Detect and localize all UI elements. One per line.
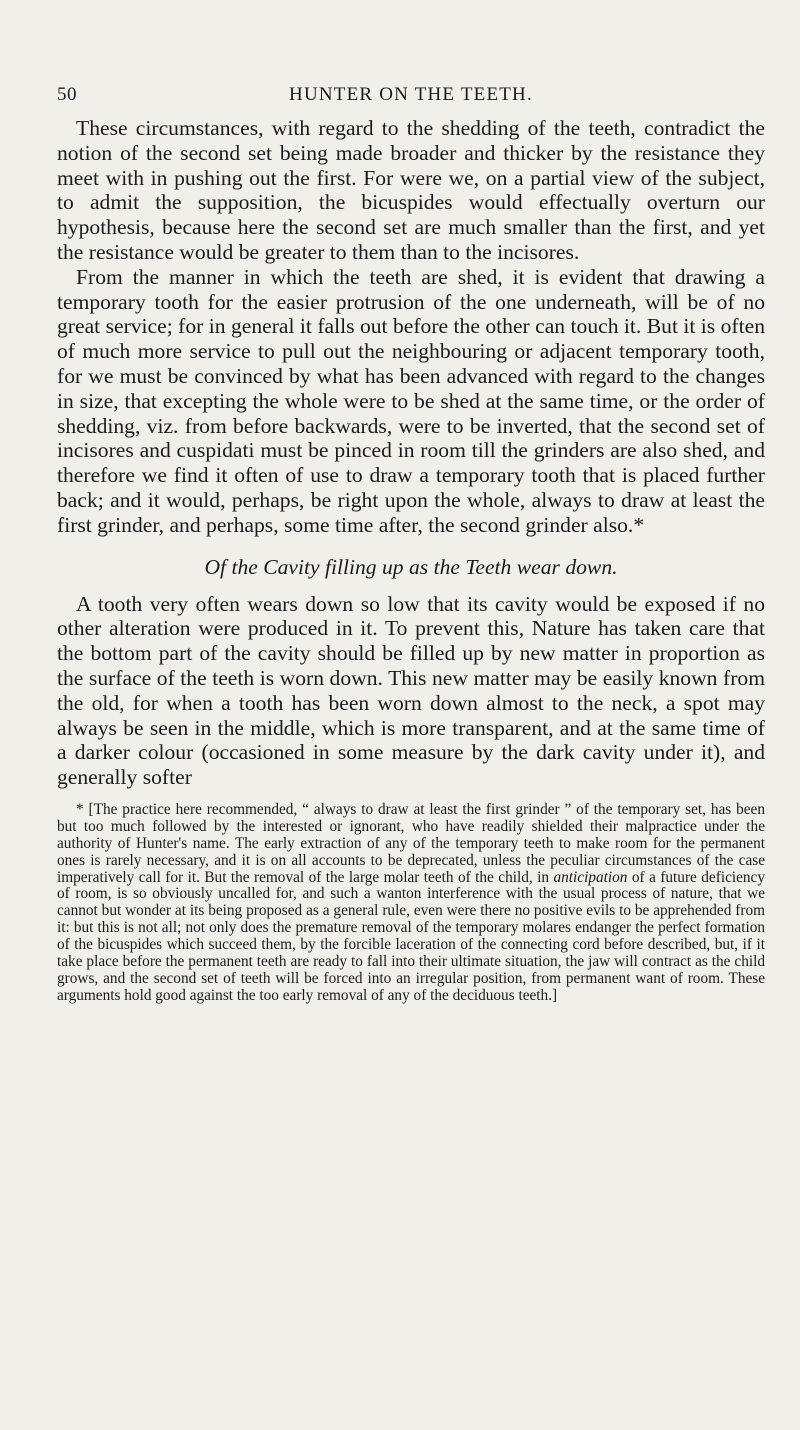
footnote-text: of a future deficiency of room, is so obviously uncalled for, and such a wanton interference with the usual process of nature, that we cannot but wonder at its being proposed as a general rule, even were there no positive evils to be apprehended from it: but this is not all; not only does the premature removal of the temporary molares endanger the perfect formation of the bicuspides which succeed them, by the forcible laceration of the connecting cord before described, but, if it take place before the permanent teeth are ready to fall into their ultimate situation, the jaw will contract as the child grows, and the second set of teeth will be forced into an irregular position, from permanent want of room. These arguments hold good against the too early removal of any of the deciduous teeth.] — [57, 868, 765, 1004]
running-title: HUNTER ON THE TEETH. — [289, 84, 533, 105]
paragraph: From the manner in which the teeth are shed, it is evident that drawing a temporary tooth for the easier protrusion of the one underneath, will be of no great service; for in general it falls out before the other can touch it. But it is often of much more service to pull out the neighbouring or adjacent temporary tooth, for we must be convinced by what has been advanced with regard to the changes in size, that excepting the whole were to be shed at the same time, or the order of shedding, viz. from before backwards, were to be inverted, that the second set of incisores and cuspidati must be pinced in room till the grinders are also shed, and therefore we find it often of use to draw a temporary tooth that is placed further back; and it would, perhaps, be right upon the whole, always to draw at least the first grinder, and perhaps, some time after, the second grinder also.* — [57, 264, 765, 537]
paragraph: These circumstances, with regard to the shedding of the teeth, contradict the notion of the second set being made broader and thicker by the resistance they meet with in pushing out the first. For were we, on a partial view of the subject, to admit the supposition, the bicuspides would effectually overturn our hypothesis, because here the second set are much smaller than the first, and yet the resistance would be greater to them than to the incisores. — [57, 116, 765, 264]
body-text — [57, 116, 765, 790]
page-number: 50 — [57, 84, 77, 105]
page-header — [57, 84, 765, 114]
footnote — [57, 802, 765, 1005]
footnote-text: * [The practice here recommended, “ always to draw at least the first grinder ” of the temporary set, has been but too much followed by the interested or ignorant, who have readily shielded their malpractice under the authority of Hunter's name. The early extraction of any of the temporary teeth to make room for the permanent ones is rarely necessary, and it is on all accounts to be deprecated, unless the peculiar circumstances of the case imperatively call for it. But the removal of the large molar teeth of the child, in — [57, 800, 765, 886]
footnote-emphasis: anticipation — [553, 868, 628, 886]
book-page — [57, 84, 765, 1005]
section-heading: Of the Cavity filling up as the Teeth wear down. — [204, 554, 618, 579]
paragraph: A tooth very often wears down so low that its cavity would be exposed if no other alteration were produced in it. To prevent this, Nature has taken care that the bottom part of the cavity should be filled up by new matter in proportion as the surface of the teeth is worn down. This new matter may be easily known from the old, for when a tooth has been worn down almost to the neck, a spot may always be seen in the middle, which is more transparent, and at the same time of a darker colour (occasioned in some measure by the dark cavity under it), and generally softer — [57, 591, 765, 790]
